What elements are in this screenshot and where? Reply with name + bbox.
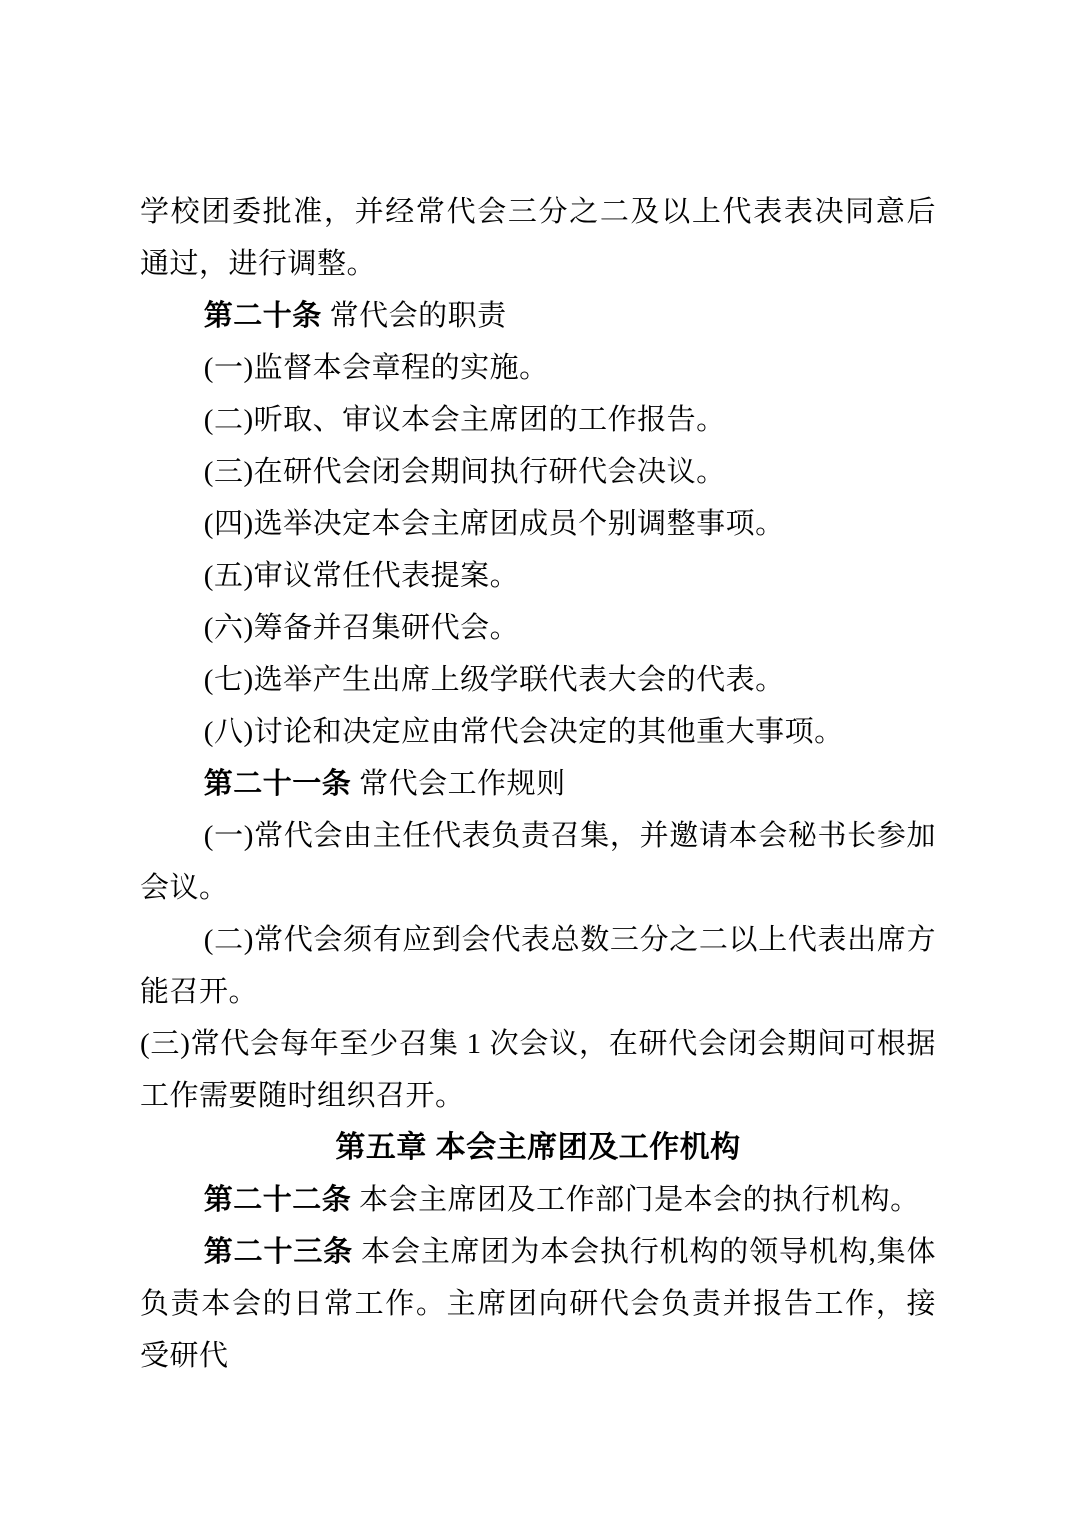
paragraph-text: (七)选举产生出席上级学联代表大会的代表。 (203, 664, 785, 696)
paragraph-text: (八)讨论和决定应由常代会决定的其他重大事项。 (203, 716, 844, 748)
paragraph-text: 本会主席团及工作部门是本会的执行机构。 (351, 1184, 920, 1216)
paragraph (140, 498, 936, 550)
paragraph-text: (二)听取、审议本会主席团的工作报告。 (203, 404, 726, 436)
article-number: 第二十条 (203, 300, 322, 332)
paragraph-text: 常代会工作规则 (351, 768, 566, 800)
paragraph (140, 706, 936, 758)
paragraph-text: (二)常代会须有应到会代表总数三分之二以上代表出席方能召开。 (140, 924, 936, 1008)
paragraph-text: 学校团委批准，并经常代会三分之二及以上代表表决同意后通过，进行调整。 (140, 196, 936, 280)
article-number: 第二十三条 (203, 1236, 354, 1268)
paragraph (140, 602, 936, 654)
chapter-heading-text: 第五章 本会主席团及工作机构 (335, 1131, 741, 1164)
paragraph-text: (五)审议常任代表提案。 (203, 560, 520, 592)
paragraph-text: (一)监督本会章程的实施。 (203, 352, 549, 384)
paragraph (140, 758, 936, 810)
paragraph (140, 342, 936, 394)
paragraph (140, 446, 936, 498)
paragraph (140, 1174, 936, 1226)
paragraph (140, 550, 936, 602)
paragraph (140, 394, 936, 446)
paragraph (140, 810, 936, 914)
article-number: 第二十二条 (203, 1184, 352, 1216)
paragraph-text: (四)选举决定本会主席团成员个别调整事项。 (203, 508, 785, 540)
chapter-heading (140, 1122, 936, 1174)
paragraph (140, 290, 936, 342)
paragraph (140, 186, 936, 290)
paragraph-text: (一)常代会由主任代表负责召集，并邀请本会秘书长参加会议。 (140, 820, 936, 904)
paragraph (140, 654, 936, 706)
document-body (140, 186, 936, 1382)
paragraph-text: (三)常代会每年至少召集 1 次会议，在研代会闭会期间可根据工作需要随时组织召开。 (140, 1028, 936, 1112)
paragraph (140, 1226, 936, 1382)
paragraph (140, 914, 936, 1018)
paragraph-text: (六)筹备并召集研代会。 (203, 612, 520, 644)
paragraph-text: (三)在研代会闭会期间执行研代会决议。 (203, 456, 726, 488)
paragraph (140, 1018, 936, 1122)
paragraph-text: 常代会的职责 (321, 300, 507, 332)
article-number: 第二十一条 (203, 768, 352, 800)
paragraph-text: 本会主席团为本会执行机构的领导机构,集体负责本会的日常工作。主席团向研代会负责并报告工作，接受研代 (140, 1236, 936, 1372)
